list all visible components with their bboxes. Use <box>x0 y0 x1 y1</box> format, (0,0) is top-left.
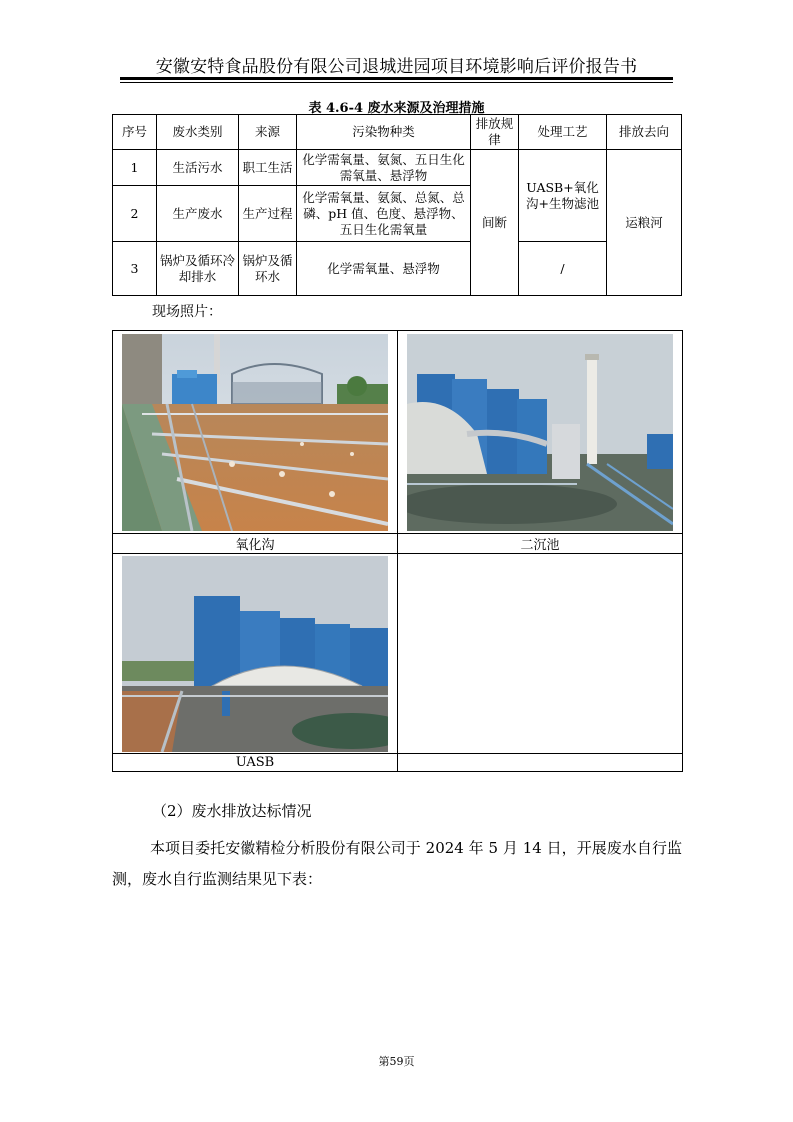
photo-caption-empty <box>398 754 683 772</box>
wastewater-table <box>112 114 682 296</box>
pollutant-types: 化学需氧量、氨氮、总氮、总磷、pH 值、色度、悬浮物、五日生化需氧量 <box>297 186 471 242</box>
wastewater-type: 锅炉及循环冷却排水 <box>157 242 239 296</box>
row-number: 2 <box>113 186 157 242</box>
photo-cell <box>113 331 398 534</box>
pollutant-types: 化学需氧量、悬浮物 <box>297 242 471 296</box>
pollutant-types: 化学需氧量、氨氮、五日生化需氧量、悬浮物 <box>297 150 471 186</box>
photo-cell-empty <box>398 554 683 754</box>
header-rule-thick <box>120 77 673 80</box>
row-number: 1 <box>113 150 157 186</box>
header-cell: 序号 <box>113 115 157 150</box>
page-header-title: 安徽安特食品股份有限公司退城进园项目环境影响后评价报告书 <box>155 57 638 77</box>
section-heading: （2）废水排放达标情况 <box>152 802 312 820</box>
photo-cell <box>398 331 683 534</box>
secondary-clarifier-photo <box>407 334 673 531</box>
header-cell: 处理工艺 <box>519 115 607 150</box>
photo-caption: 二沉池 <box>398 534 683 554</box>
table-row <box>113 242 682 296</box>
header-cell: 排放去向 <box>607 115 682 150</box>
uasb-photo <box>122 556 388 752</box>
header-cell: 废水类别 <box>157 115 239 150</box>
header-rule-thin <box>120 82 673 83</box>
wastewater-type: 生产废水 <box>157 186 239 242</box>
photo-cell <box>113 554 398 754</box>
treatment-process: UASB+氧化沟+生物滤池 <box>519 150 607 242</box>
header-cell: 排放规律 <box>471 115 519 150</box>
wastewater-type: 生活污水 <box>157 150 239 186</box>
row-number: 3 <box>113 242 157 296</box>
body-paragraph: 本项目委托安徽精检分析股份有限公司于 2024 年 5 月 14 日，开展废水自行监测，废水自行监测结果见下表： <box>112 839 682 888</box>
header-cell: 来源 <box>239 115 297 150</box>
photo-caption: 氧化沟 <box>113 534 398 554</box>
table-row <box>113 150 682 186</box>
discharge-pattern: 间断 <box>471 150 519 296</box>
page-number: 第59页 <box>378 1055 415 1068</box>
photo-table <box>112 330 683 772</box>
table-caption: 表 4.6-4 废水来源及治理措施 <box>308 101 485 116</box>
treatment-process: / <box>519 242 607 296</box>
discharge-destination: 运粮河 <box>607 150 682 296</box>
photo-caption: UASB <box>113 754 398 772</box>
wastewater-source: 职工生活 <box>239 150 297 186</box>
table-header-row <box>113 115 682 150</box>
wastewater-source: 生产过程 <box>239 186 297 242</box>
wastewater-source: 锅炉及循环水 <box>239 242 297 296</box>
oxidation-ditch-photo <box>122 334 388 531</box>
header-cell: 污染物种类 <box>297 115 471 150</box>
photos-label: 现场照片： <box>152 304 222 320</box>
